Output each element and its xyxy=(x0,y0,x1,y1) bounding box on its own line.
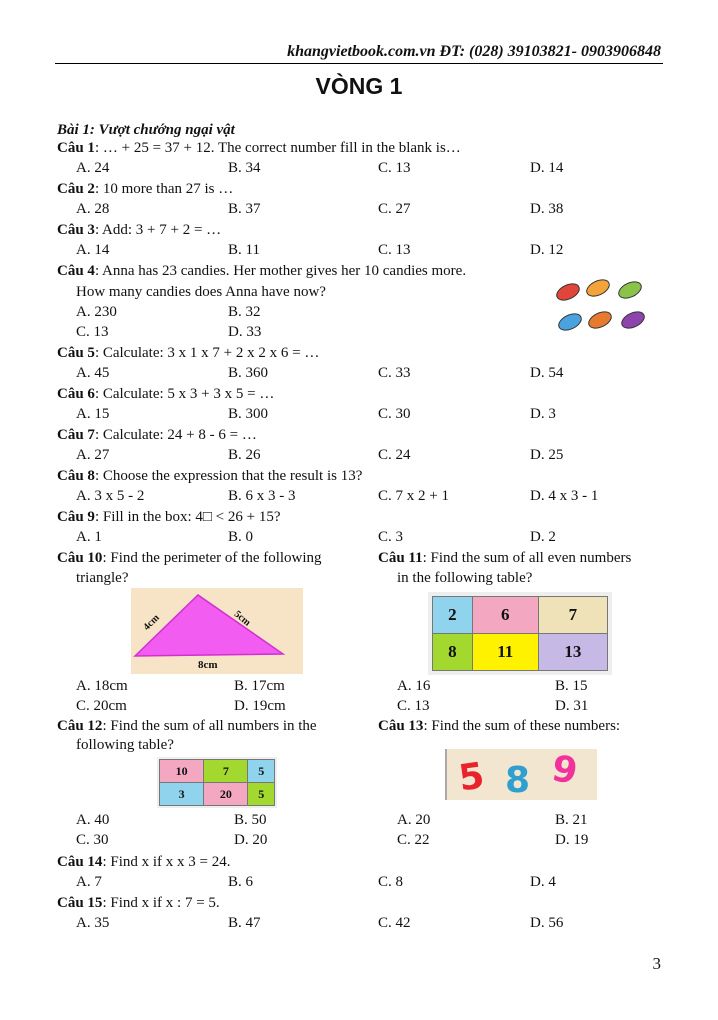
question-6 xyxy=(57,385,274,403)
section-heading: Bài 1: Vượt chướng ngại vật xyxy=(57,122,235,138)
digit-8: 8 xyxy=(505,760,531,801)
option-c: C. 13 xyxy=(76,324,109,340)
question-13 xyxy=(378,717,620,735)
table-cell: 5 xyxy=(248,783,275,806)
option-b: B. 6 xyxy=(228,874,254,890)
option-b: B. 17cm xyxy=(234,678,285,694)
question-text: : Calculate: 24 + 8 - 6 = … xyxy=(94,427,257,443)
digit-5: 5 xyxy=(456,755,487,800)
option-a: A. 3 x 5 - 2 xyxy=(76,488,145,504)
digit-9: 9 xyxy=(548,748,581,793)
header-divider xyxy=(55,63,663,64)
question-text: : Choose the expression that the result is 13? xyxy=(94,468,363,484)
table-cell: 7 xyxy=(204,760,248,783)
question-text: : Find the sum of these numbers: xyxy=(423,718,621,734)
option-c: C. 24 xyxy=(378,447,411,463)
option-d: D. 12 xyxy=(530,242,564,258)
question-11 xyxy=(378,549,631,567)
table-cell: 5 xyxy=(248,760,275,783)
question-label: Câu 10 xyxy=(57,550,103,566)
page-header: khangvietbook.com.vn ĐT: (028) 39103821- 0903906848 xyxy=(287,43,661,60)
table-cell: 7 xyxy=(538,597,607,634)
option-d: D. 38 xyxy=(530,201,564,217)
question-text: : Find x if x : 7 = 5. xyxy=(102,895,220,911)
candies-image xyxy=(548,270,660,345)
option-d: D. 19 xyxy=(555,832,589,848)
question-label: Câu 9 xyxy=(57,509,95,525)
option-b: B. 11 xyxy=(228,242,260,258)
option-a: A. 14 xyxy=(76,242,110,258)
table-cell: 6 xyxy=(472,597,538,634)
page-title: VÒNG 1 xyxy=(315,73,403,99)
question-text: : Find the perimeter of the following xyxy=(102,550,322,566)
question-8 xyxy=(57,467,362,485)
question-10 xyxy=(57,549,372,567)
question-label: Câu 1 xyxy=(57,140,95,156)
option-c: C. 13 xyxy=(378,242,411,258)
option-d: D. 31 xyxy=(555,698,589,714)
option-b: B. 21 xyxy=(555,812,588,828)
option-c: C. 20cm xyxy=(76,698,127,714)
option-d: D. 4 xyxy=(530,874,556,890)
option-d: D. 19cm xyxy=(234,698,286,714)
question-text: : … + 25 = 37 + 12. The correct number fill in the blank is… xyxy=(94,140,461,156)
option-c: C. 13 xyxy=(378,160,411,176)
question-12 xyxy=(57,717,372,735)
question-15 xyxy=(57,894,220,912)
question-7 xyxy=(57,426,257,444)
option-c: C. 3 xyxy=(378,529,404,545)
side-label: 8cm xyxy=(198,659,218,671)
option-b: B. 360 xyxy=(228,365,269,381)
question-text: : Fill in the box: 4□ < 26 + 15? xyxy=(94,509,281,525)
question-label: Câu 7 xyxy=(57,427,95,443)
question-label: Câu 6 xyxy=(57,386,95,402)
question-9 xyxy=(57,508,281,526)
option-a: A. 18cm xyxy=(76,678,128,694)
triangle-figure xyxy=(131,588,303,674)
question-label: Câu 3 xyxy=(57,222,95,238)
question-label: Câu 5 xyxy=(57,345,95,361)
question-text: : Find the sum of all numbers in the xyxy=(102,718,317,734)
option-c: C. 22 xyxy=(397,832,430,848)
question-label: Câu 12 xyxy=(57,718,103,734)
question-text-cont: in the following table? xyxy=(397,570,533,586)
option-c: C. 7 x 2 + 1 xyxy=(378,488,449,504)
option-b: B. 34 xyxy=(228,160,261,176)
option-a: A. 45 xyxy=(76,365,110,381)
option-b: B. 26 xyxy=(228,447,261,463)
question-text: : Calculate: 5 x 3 + 3 x 5 = … xyxy=(94,386,275,402)
question-label: Câu 8 xyxy=(57,468,95,484)
question-text: : Find x if x x 3 = 24. xyxy=(102,854,231,870)
option-d: D. 2 xyxy=(530,529,556,545)
option-b: B. 0 xyxy=(228,529,254,545)
option-c: C. 30 xyxy=(378,406,411,422)
page-number: 3 xyxy=(652,954,661,973)
option-b: B. 300 xyxy=(228,406,269,422)
option-d: D. 25 xyxy=(530,447,564,463)
table-cell: 10 xyxy=(160,760,204,783)
table-cell: 11 xyxy=(472,634,538,671)
numbers-table xyxy=(157,757,277,808)
table-cell: 20 xyxy=(204,783,248,806)
option-b: B. 47 xyxy=(228,915,261,931)
question-label: Câu 15 xyxy=(57,895,103,911)
option-c: C. 13 xyxy=(397,698,430,714)
option-a: A. 40 xyxy=(76,812,110,828)
question-label: Câu 14 xyxy=(57,854,103,870)
option-d: D. 33 xyxy=(228,324,262,340)
option-d: D. 14 xyxy=(530,160,564,176)
question-label: Câu 2 xyxy=(57,181,95,197)
option-b: B. 37 xyxy=(228,201,261,217)
option-a: A. 230 xyxy=(76,304,117,320)
question-label: Câu 13 xyxy=(378,718,424,734)
question-text-cont: How many candies does Anna have now? xyxy=(76,284,326,300)
question-text-cont: following table? xyxy=(76,737,174,753)
option-d: D. 20 xyxy=(234,832,268,848)
question-3 xyxy=(57,221,221,239)
question-2 xyxy=(57,180,233,198)
option-d: D. 54 xyxy=(530,365,564,381)
question-text: : Calculate: 3 x 1 x 7 + 2 x 2 x 6 = … xyxy=(94,345,320,361)
option-a: A. 35 xyxy=(76,915,110,931)
option-d: D. 4 x 3 - 1 xyxy=(530,488,599,504)
option-c: C. 30 xyxy=(76,832,109,848)
question-4 xyxy=(57,262,466,280)
even-numbers-table xyxy=(428,592,612,675)
table-cell: 3 xyxy=(160,783,204,806)
table-cell: 8 xyxy=(433,634,473,671)
question-label: Câu 11 xyxy=(378,550,423,566)
question-text: : Anna has 23 candies. Her mother gives her 10 candies more. xyxy=(94,263,467,279)
question-text: : Add: 3 + 7 + 2 = … xyxy=(94,222,222,238)
option-b: B. 15 xyxy=(555,678,588,694)
option-a: A. 28 xyxy=(76,201,110,217)
option-c: C. 42 xyxy=(378,915,411,931)
question-label: Câu 4 xyxy=(57,263,95,279)
side-label: 5cm xyxy=(231,608,253,629)
option-a: A. 1 xyxy=(76,529,102,545)
option-d: D. 56 xyxy=(530,915,564,931)
digits-image xyxy=(445,749,597,800)
side-label: 4cm xyxy=(141,612,162,633)
table-cell: 2 xyxy=(433,597,473,634)
option-a: A. 20 xyxy=(397,812,431,828)
option-a: A. 24 xyxy=(76,160,110,176)
option-c: C. 33 xyxy=(378,365,411,381)
question-text-cont: triangle? xyxy=(76,570,129,586)
option-b: B. 50 xyxy=(234,812,267,828)
option-c: C. 8 xyxy=(378,874,404,890)
option-d: D. 3 xyxy=(530,406,556,422)
option-b: B. 6 x 3 - 3 xyxy=(228,488,296,504)
question-text: : Find the sum of all even numbers xyxy=(422,550,632,566)
question-5 xyxy=(57,344,319,362)
question-1 xyxy=(57,139,461,157)
option-a: A. 7 xyxy=(76,874,102,890)
question-text: : 10 more than 27 is … xyxy=(94,181,234,197)
option-a: A. 16 xyxy=(397,678,431,694)
table-cell: 13 xyxy=(538,634,607,671)
option-c: C. 27 xyxy=(378,201,411,217)
question-14 xyxy=(57,853,231,871)
option-b: B. 32 xyxy=(228,304,261,320)
option-a: A. 27 xyxy=(76,447,110,463)
option-a: A. 15 xyxy=(76,406,110,422)
